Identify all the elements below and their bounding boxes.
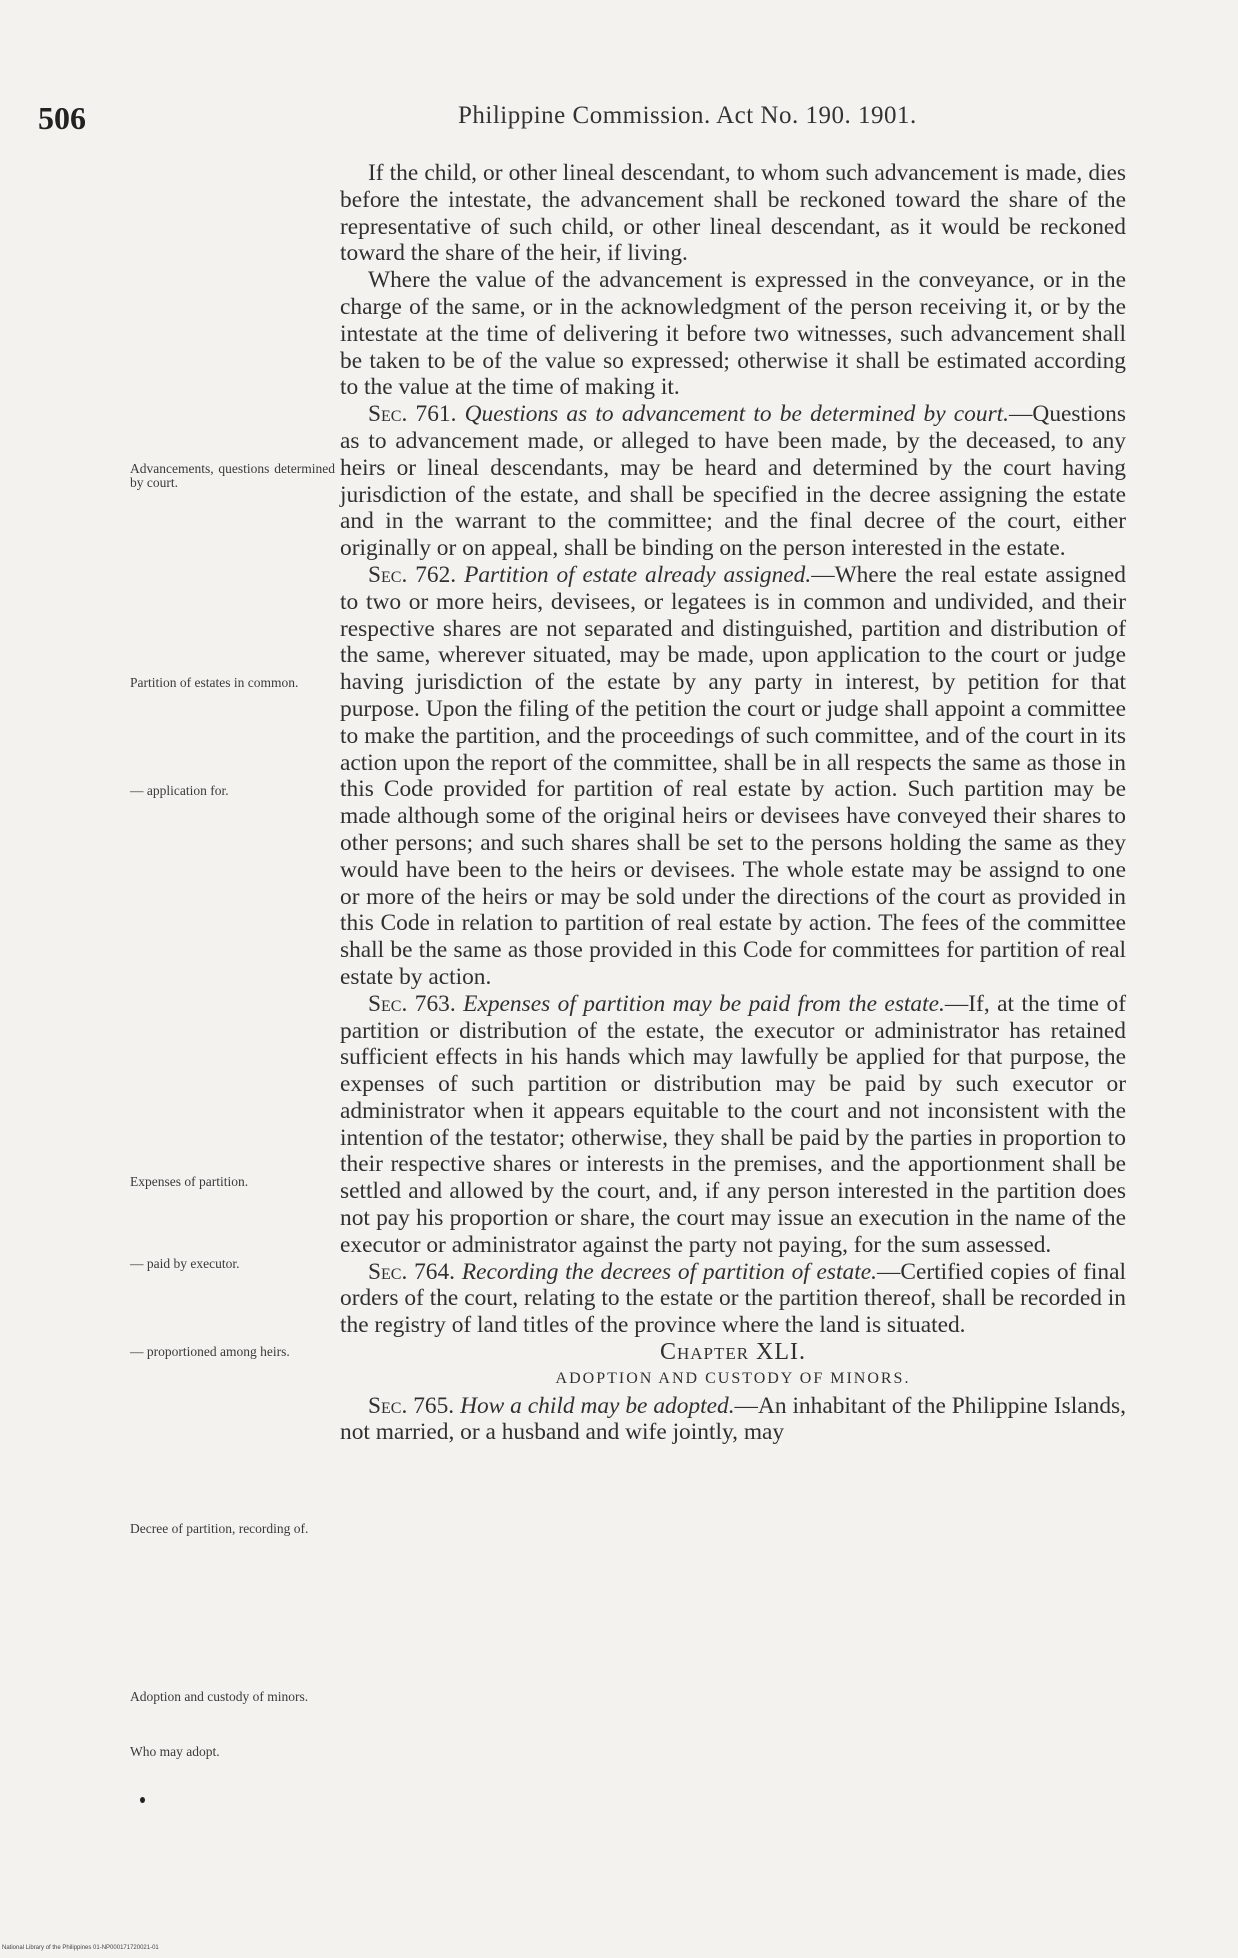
section-title: Questions as to advancement to be determined by court.: [464, 401, 1010, 428]
margin-note-advancements: Advancements, questions determined by court.: [130, 461, 335, 490]
body-text: [340, 160, 1126, 1446]
paragraph: If the child, or other lineal descendant, to whom such advancement is made, dies before the intestate, the advancement shall be reckoned toward the share of the representative of such child, or other lineal descendant, as it would be reckoned toward the share of the heir, if living.: [340, 160, 1126, 267]
section-765: [340, 1393, 1126, 1447]
section-title: How a child may be adopted.: [460, 1392, 735, 1419]
section-label: Sec. 761.: [368, 401, 457, 428]
section-label: Sec. 762.: [368, 561, 457, 588]
margin-note-partition: Partition of estates in common.: [130, 675, 299, 690]
section-762: [340, 562, 1126, 991]
section-763: [340, 991, 1126, 1259]
section-label: Sec. 763.: [368, 990, 456, 1017]
section-761: [340, 401, 1126, 562]
margin-note-paid-by-executor: — paid by executor.: [130, 1256, 240, 1271]
section-label: Sec. 765.: [368, 1392, 455, 1419]
chapter-subheading: ADOPTION AND CUSTODY OF MINORS.: [555, 1369, 911, 1387]
ink-speck: [140, 1797, 145, 1803]
section-title: Expenses of partition may be paid from the estate.: [463, 990, 945, 1017]
margin-note-application: — application for.: [130, 783, 229, 798]
section-text: —Where the real estate assigned to two or more heirs, devisees, or legatees is in common and undivided, and their respective shares are not separated and distinguished, partition and distribution of the same, wherever situated, may be made, upon application to the court or judge having jurisdiction of the estate by any party in interest, by petition for that purpose. Upon the filing of the petition the court or judge shall appoint a committee to make the partition, and the proceedings of such committee, and of the court in its action upon the report of the committee, shall be in all respects the same as those in this Code provided for partition of real estate by action. Such partition may be made although some of the original heirs or devisees have conveyed their shares to other persons; and such shares shall be set to the persons holding the same as they would have been to the heirs or devisees. The whole estate may be assignd to one or more of the heirs or may be sold under the directions of the court as provided in this Code in relation to partition of real estate by action. The fees of the committee shall be the same as those provided in this Code for committees for partition of real estate by action.: [340, 561, 1126, 990]
margin-note-expenses: Expenses of partition.: [130, 1174, 249, 1189]
page-number: 506: [38, 100, 86, 136]
section-title: Partition of estate already assigned.: [464, 561, 812, 588]
margin-note-proportioned: — proportioned among heirs.: [130, 1344, 290, 1359]
running-head: Philippine Commission. Act No. 190. 1901.: [458, 102, 917, 129]
chapter-heading: Chapter XLI.: [659, 1339, 807, 1366]
section-text: —If, at the time of partition or distribution of the estate, the executor or administrator has retained sufficient effects in his hands which may lawfully be applied for that purpose, the expenses of such partition or distribution may be paid by such executor or administrator when it appears equitable to the court and not inconsistent with the intention of the testator; otherwise, they shall be paid by the parties in proportion to their respective shares or interests in the premises, and the apportionment shall be settled and allowed by the court, and, if any person interested in the partition does not pay his proportion or share, the court may issue an execution in the name of the executor or administrator against the party not paying, for the sum assessed.: [340, 990, 1126, 1258]
section-764: [340, 1259, 1126, 1339]
margin-note-decree: Decree of partition, recording of.: [130, 1521, 309, 1536]
section-text: —An inhabitant of the Philippine Islands, not married, or a husband and wife jointly, may: [340, 1392, 1126, 1446]
margin-note-adoption: Adoption and custody of minors.: [130, 1689, 309, 1704]
margin-note-who-may-adopt: Who may adopt.: [130, 1744, 220, 1759]
section-label: Sec. 764.: [368, 1258, 456, 1285]
section-text: —Questions as to advancement made, or alleged to have been made, by the deceased, to any heirs or lineal descendants, may be heard and determined by the court having jurisdiction of the estate, and shall be specified in the decree assigning the estate and in the warrant to the committee; and the final decree of the court, either originally or on appeal, shall be binding on the person interested in the estate.: [340, 401, 1126, 562]
paragraph: Where the value of the advancement is expressed in the conveyance, or in the charge of the same, or in the acknowledgment of the person receiving it, or by the intestate at the time of delivering it before two witnesses, such advancement shall be taken to be of the value so expressed; otherwise it shall be estimated according to the value at the time of making it.: [340, 267, 1126, 401]
section-text: —Certified copies of final orders of the court, relating to the estate or the partition thereof, shall be recorded in the registry of land titles of the province where the land is situated.: [340, 1258, 1126, 1339]
section-title: Recording the decrees of partition of estate.: [461, 1258, 877, 1285]
footer-credit: National Library of the Philippines 01-NP000171720021-01: [2, 1945, 159, 1951]
